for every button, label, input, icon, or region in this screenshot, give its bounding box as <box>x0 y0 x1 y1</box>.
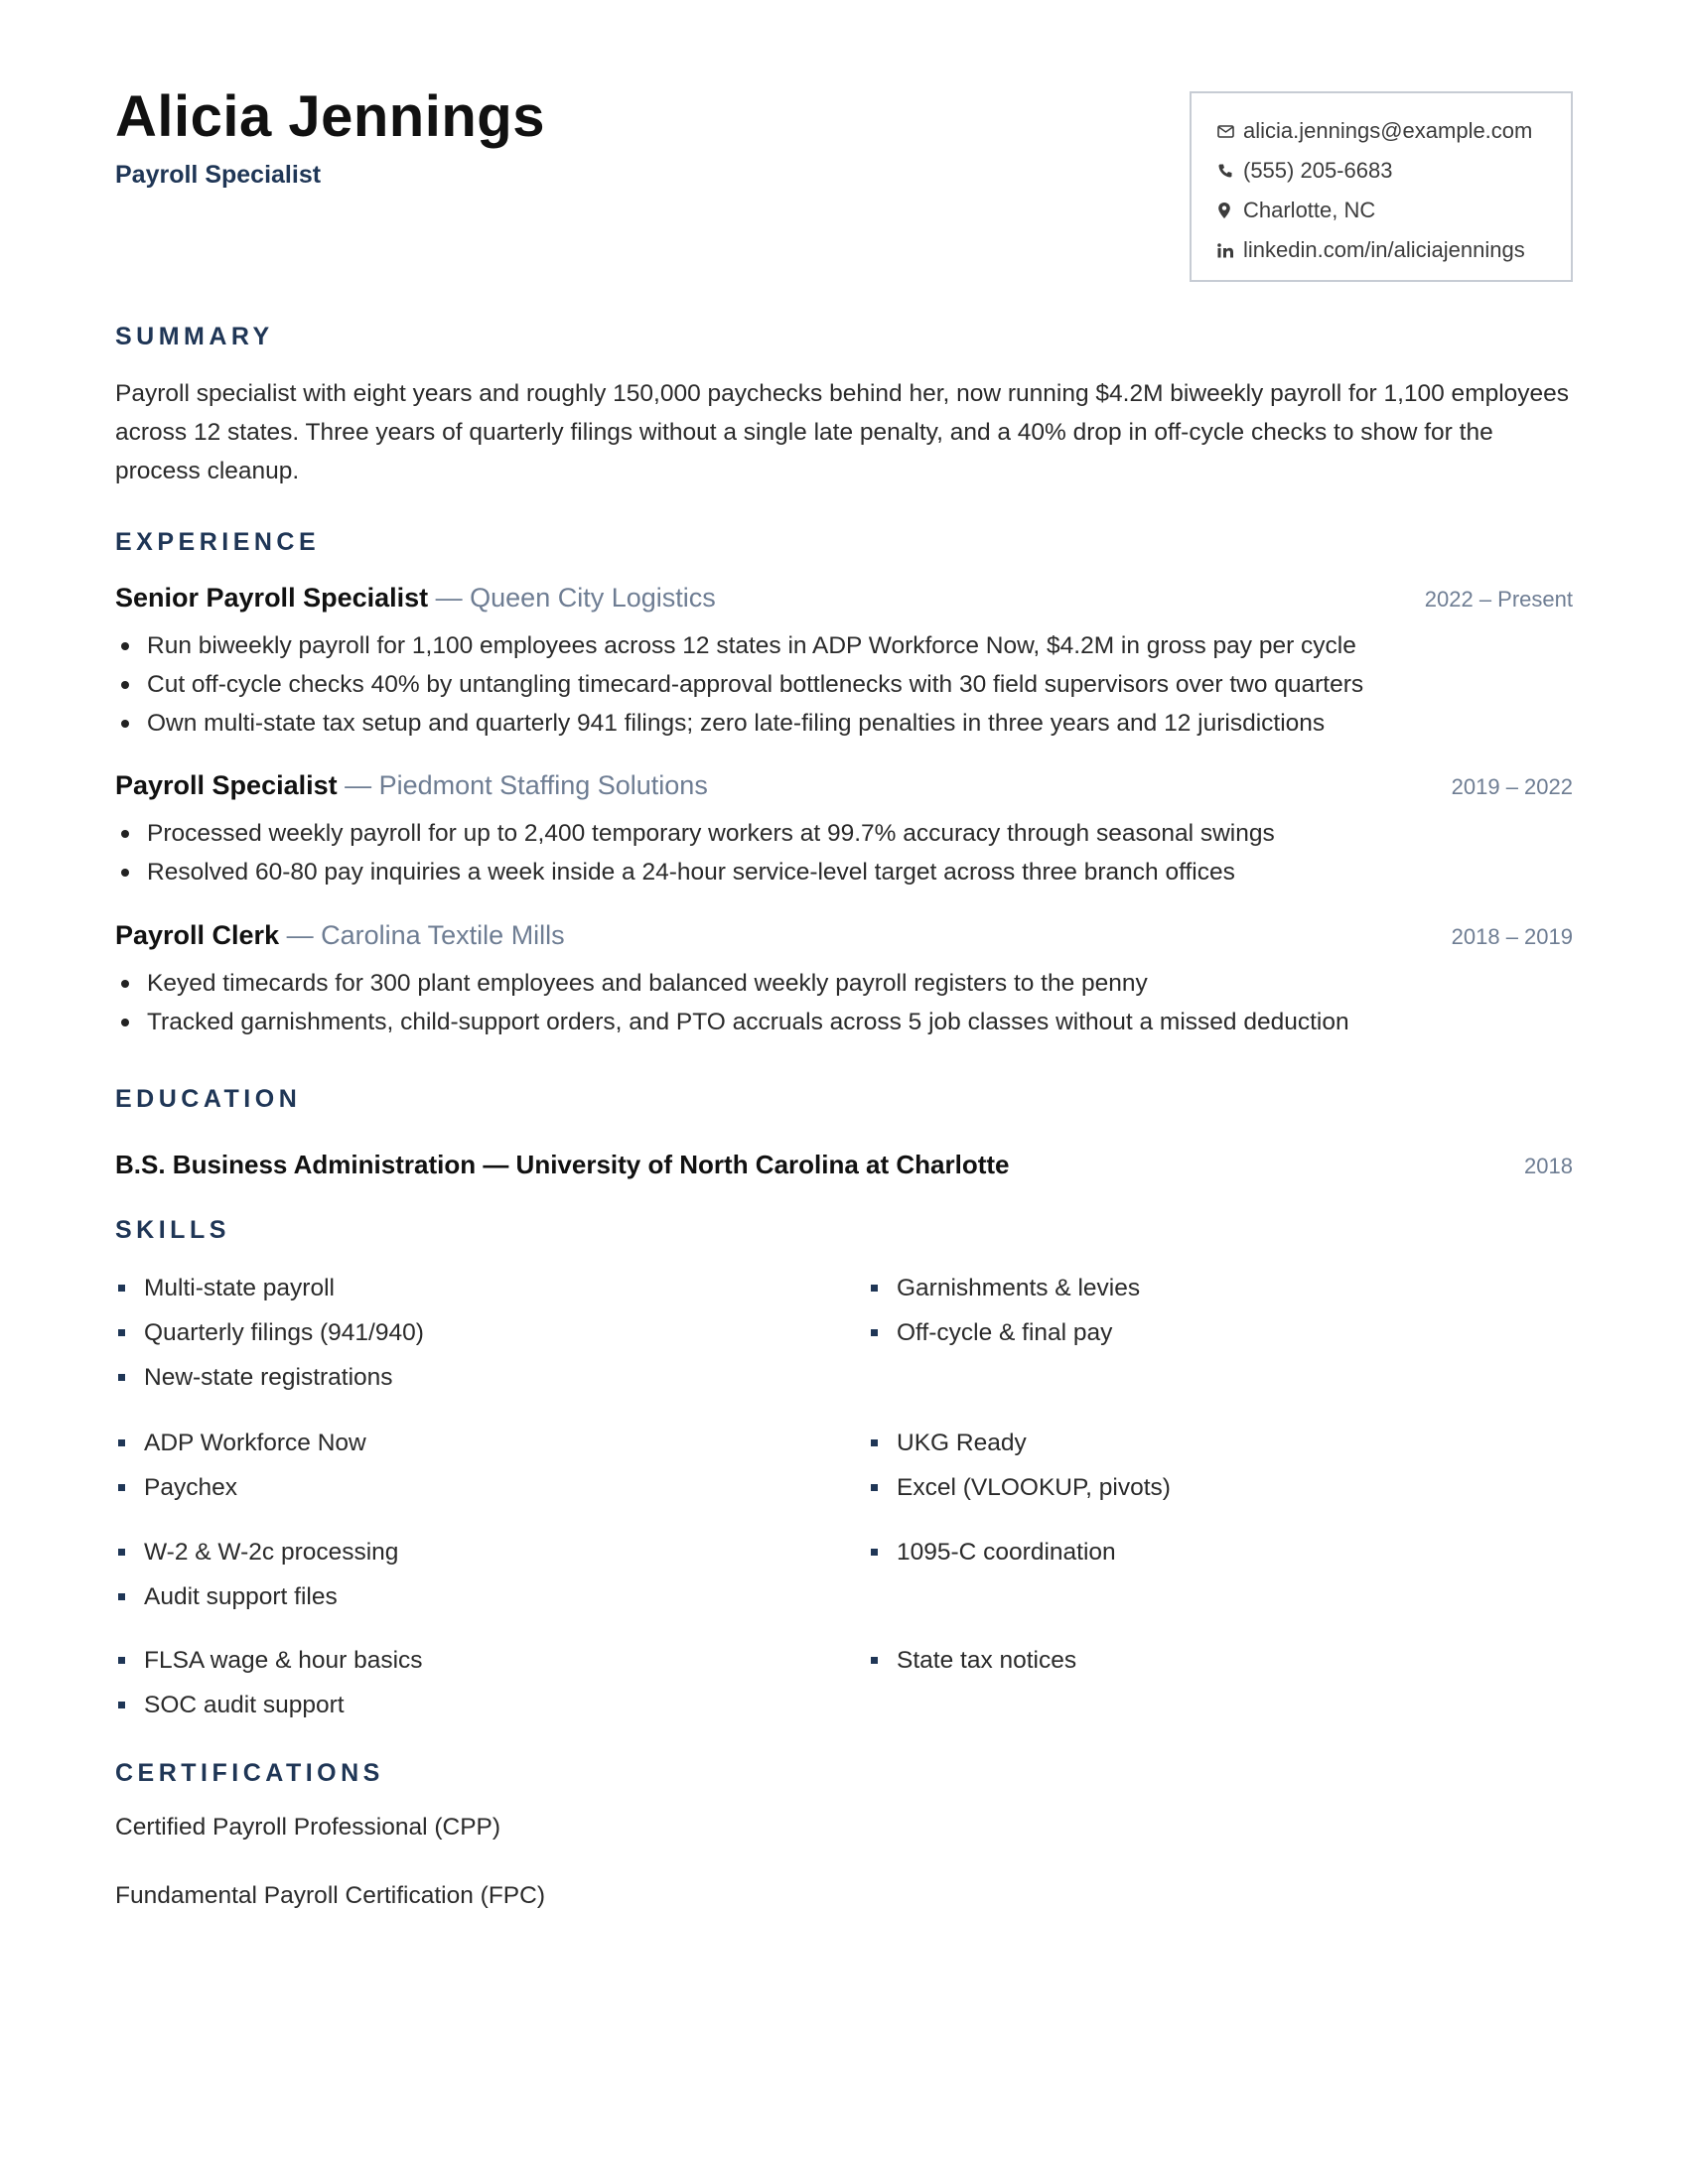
education-year: 2018 <box>1524 1154 1573 1178</box>
job-dates: 2019 – 2022 <box>1451 774 1573 799</box>
job-heading <box>115 583 1573 622</box>
skill-item: Quarterly filings (941/940) <box>115 1310 424 1355</box>
job-bullets <box>115 814 1573 891</box>
skill-item: SOC audit support <box>115 1683 423 1727</box>
skill-column-right <box>868 1530 1116 1574</box>
skill-item: Excel (VLOOKUP, pivots) <box>868 1465 1171 1510</box>
education-entry <box>115 1150 1573 1180</box>
job-bullet: Keyed timecards for 300 plant employees and balanced weekly payroll registers to the penny <box>115 964 1573 1003</box>
education-degree: B.S. Business Administration — University of North Carolina at Charlotte <box>115 1150 1010 1179</box>
skill-item: FLSA wage & hour basics <box>115 1638 423 1683</box>
skill-item: ADP Workforce Now <box>115 1421 366 1465</box>
contact-phone-text: (555) 205-6683 <box>1243 158 1393 183</box>
skill-item: 1095-C coordination <box>868 1530 1116 1574</box>
mail-icon <box>1217 125 1241 138</box>
skill-item: Audit support files <box>115 1574 398 1619</box>
contact-location-text: Charlotte, NC <box>1243 198 1376 222</box>
skill-column-right <box>868 1638 1076 1683</box>
job-heading <box>115 920 1573 960</box>
job-bullets <box>115 626 1573 743</box>
skill-item: Off-cycle & final pay <box>868 1310 1140 1355</box>
experience-heading: EXPERIENCE <box>115 528 321 556</box>
skill-column-left <box>115 1421 366 1510</box>
linkedin-icon <box>1217 243 1241 258</box>
job-heading <box>115 770 1573 810</box>
job-bullets <box>115 964 1573 1041</box>
skill-item: Multi-state payroll <box>115 1266 424 1310</box>
job-bullet: Cut off-cycle checks 40% by untangling timecard-approval bottlenecks with 30 field supervisors over two quarters <box>115 665 1573 704</box>
location-pin-icon <box>1217 202 1241 219</box>
contact-box <box>1190 91 1573 282</box>
contact-email-text: alicia.jennings@example.com <box>1243 118 1533 143</box>
resume-header <box>115 0 1573 298</box>
resume-page <box>115 0 1573 1909</box>
contact-linkedin-text: linkedin.com/in/aliciajennings <box>1243 237 1525 262</box>
job-title: Payroll Specialist <box>115 770 338 800</box>
skill-item: State tax notices <box>868 1638 1076 1683</box>
job-title: Payroll Clerk <box>115 920 280 950</box>
job-company: — Carolina Textile Mills <box>279 920 565 950</box>
job-bullet: Tracked garnishments, child-support orders, and PTO accruals across 5 job classes without a missed deduction <box>115 1003 1573 1041</box>
job-dates: 2022 – Present <box>1424 587 1573 612</box>
job-bullet: Processed weekly payroll for up to 2,400 temporary workers at 99.7% accuracy through seasonal swings <box>115 814 1573 853</box>
skill-column-right <box>868 1266 1140 1355</box>
phone-icon <box>1217 163 1241 179</box>
certification-item: Certified Payroll Professional (CPP) <box>115 1814 501 1841</box>
skill-column-right <box>868 1421 1171 1510</box>
job-bullet: Run biweekly payroll for 1,100 employees across 12 states in ADP Workforce Now, $4.2M in gross pay per cycle <box>115 626 1573 665</box>
skill-item: UKG Ready <box>868 1421 1171 1465</box>
certification-item: Fundamental Payroll Certification (FPC) <box>115 1882 545 1909</box>
candidate-name: Alicia Jennings <box>115 84 545 149</box>
skill-item: Garnishments & levies <box>868 1266 1140 1310</box>
skill-item: Paychex <box>115 1465 366 1510</box>
job-dates: 2018 – 2019 <box>1451 924 1573 949</box>
skill-column-left <box>115 1530 398 1619</box>
skills-heading: SKILLS <box>115 1216 230 1244</box>
contact-location <box>1217 191 1571 230</box>
education-heading: EDUCATION <box>115 1085 302 1113</box>
skill-item: W-2 & W-2c processing <box>115 1530 398 1574</box>
job-title: Senior Payroll Specialist <box>115 583 429 613</box>
skill-item: New-state registrations <box>115 1355 424 1400</box>
skill-column-left <box>115 1266 424 1400</box>
job-bullet: Own multi-state tax setup and quarterly 941 filings; zero late-filing penalties in three years and 12 jurisdictions <box>115 704 1573 743</box>
skill-column-left <box>115 1638 423 1727</box>
contact-phone[interactable] <box>1217 151 1571 191</box>
summary-text: Payroll specialist with eight years and roughly 150,000 paychecks behind her, now running $4.2M biweekly payroll for 1,100 employees across 12 states. Three years of quarterly filings without a single late penalty, and a 40% drop in off-cycle checks to show for the process cleanup. <box>115 380 1570 484</box>
job-bullet: Resolved 60-80 pay inquiries a week inside a 24-hour service-level target across three branch offices <box>115 853 1573 891</box>
summary-heading: SUMMARY <box>115 323 274 350</box>
contact-email[interactable] <box>1217 111 1571 151</box>
contact-linkedin[interactable] <box>1217 230 1571 270</box>
candidate-role: Payroll Specialist <box>115 161 322 189</box>
certifications-heading: CERTIFICATIONS <box>115 1759 384 1787</box>
job-company: — Piedmont Staffing Solutions <box>337 770 708 800</box>
job-company: — Queen City Logistics <box>428 583 716 613</box>
